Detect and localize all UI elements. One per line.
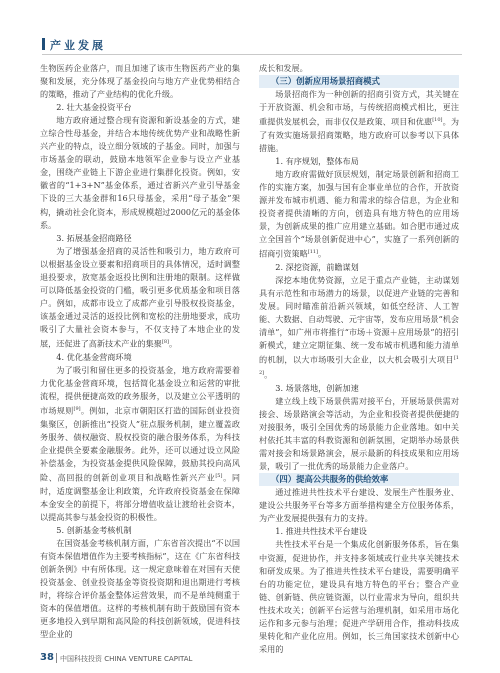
right-paragraph-1 xyxy=(259,88,459,155)
right-paragraph-0: 成长和发展。 xyxy=(259,63,308,73)
text: 深挖本地优势资源，立足于重点产业链，主动谋划具有示范性和市场潜力的场景，以促进产业链的完善和发展。同时瞄准前沿新兴领域，如低空经济、人工智能、大数据、自动驾驶、元宇宙等，发布应用场景“机会清单”，如广州市将推行“市场＋资源＋应用场景”的招引新模式，建立定期征集、统一发布城市机遇和能力清单的机制，以大市场吸引大企业，以大机会吸引大项目 xyxy=(259,275,459,366)
left-paragraph-5: 在国资基金考核机制方面，广东省首次提出“不以国有资本保值增值作为主要考核指标”，这在《广东省科技创新条例》中有所体现。这一规定意味着在对国有天使投资基金、创业投资基金等资投资期和退出期进行考核时，将综合评价基金整体运营效果，而不是单纯侧重于资本的保值增值。这样的考核机制有助于鼓励国有资本更多地投入到早期和高风险的科技创新领域，促进科技型企业的 xyxy=(40,537,240,640)
right-paragraph-6: 共性技术平台是一个集成化创新服务体系，旨在集中资源，促进协作，并支持多领域或行业共享关键技术和研发成果。为了推进共性技术平台建设，需要明确平台的功能定位，建设具有地方特色的平台；整合产业链、创新链、供应链资源，以行业需求为导向，组织共性技术攻关；创新平台运营与治理机制，如采用市场化运作和多元参与治理；促进产学研用合作，推动科技成果转化和产业化应用。例如，长三角国家技术创新中心采用的 xyxy=(259,539,459,654)
page-header xyxy=(0,0,500,50)
right-paragraph-2 xyxy=(259,168,459,261)
text: 。 xyxy=(318,249,327,260)
page-number: 38 xyxy=(40,652,54,663)
left-column xyxy=(40,62,240,642)
heading-common-tech-platform: 1. 推进共性技术平台建设 xyxy=(275,526,367,537)
text: 。同时，适度调整基金让利政策，允许政府投资基金在保障本金安全的前提下，将部分增值收益让渡给社会资本，以提高其参与基金投资的积极性。 xyxy=(40,472,240,522)
reference-mark: [10] xyxy=(432,117,443,124)
right-paragraph-5: 通过推进共性技术平台建设、发展生产性服务业、建设公共服务平台等多方面举措构建全方位服务体系，为产业发展提供强有力的支持。 xyxy=(259,487,459,524)
text: 为了吸引和留住更多的投资基金，地方政府需要着力优化基金营商环境，包括简化基金设立和运营的审批流程，提供便捷高效的政务服务，以及建立公平透明的市场规则 xyxy=(40,364,240,416)
heading-innovate-assessment: 5. 创新基金考核机制 xyxy=(56,524,132,535)
header-accent-bar xyxy=(42,38,45,50)
reference-mark: [11] xyxy=(307,249,319,256)
right-column xyxy=(259,62,459,654)
left-paragraph-2: 地方政府通过整合现有资源和新设基金的方式，建立综合性母基金，并结合本地传统优势产业和战略性新兴产业的特点，设立细分领域的子基金。同时，加强与市场基金的联动，鼓励本地领军企业参与设立产业基金，围绕产业链上下游企业进行集群化投资。例如，安徽省的“1+3+N”基金体系，通过省新兴产业引导基金下设的三大基金群和16只母基金，采用“母子基金”架构，撬动社会化资本，形成规模超过2000亿元的基金体系。 xyxy=(40,115,240,230)
text: 场景招商作为一种创新的招商引资方式，其关键在于开放资源、机会和市场，与传统招商模式相比，更注重提供发展机会，而非仅仅是政策、项目和优惠 xyxy=(259,89,459,127)
right-paragraph-4: 建立线上线下场景供需对接平台，开展场景供需对接会、场景路演会等活动，为企业和投资者提供便捷的对接服务，吸引全国优秀的场景能力企业落地。如中关村依托其丰富的科教资源和创新氛围，定期举办场景供需对接会和场景路演会，展示最新的科技成果和应用场景，吸引了一批优秀的场景能力企业落户。 xyxy=(259,396,459,472)
right-paragraph-3 xyxy=(259,274,459,382)
left-paragraph-1: 生物医药企业落户，而且加速了该市生物医药产业的集聚和发展，充分体现了基金投向与地方产业优势相结合的策略，推动了产业结构的优化升级。 xyxy=(40,63,240,100)
text: 为了增强基金招商的灵活性和吸引力，地方政府可以根据基金设立要素和招商项目的具体情况，适时调整退投要求，放宽基金返投比例和注册地的限制。这样做可以降低基金投资的门槛，吸引更多优质基金和项目落户。例如，成都市设立了成都产业引导股权投资基金，该基金通过灵活的返投比例和宽松的注册地要求，成功吸引了大量社会资本参与，不仅支持了本地企业的发展，还促进了高新技术产业的集聚 xyxy=(40,245,240,349)
section-heading-scenario-investment: （三）创新应用场景招商模式 xyxy=(259,75,459,88)
text: 。 xyxy=(264,369,273,380)
left-paragraph-3: 为了增强基金招商的灵活性和吸引力，地方政府可以根据基金设立要素和招商项目的具体情况，适时调整退投要求，放宽基金返投比例和注册地的限制。这样做可以降低基金投资的门槛，吸引更多优质基金和项目落户。例如，成都市设立了成都产业引导股权投资基金，该基金通过灵活的返投比例和宽松的注册地要求，成功吸引了大量社会资本参与，不仅支持了本地企业的发展，还促进了高新技术产业的集聚[8]。 xyxy=(40,245,240,349)
reference-mark: [8] xyxy=(161,338,169,345)
publication-name: 中国科技投资 CHINA VENTURE CAPITAL xyxy=(60,655,193,663)
reference-mark: [5] xyxy=(215,472,223,479)
text: 。例如，北京市朝阳区打造的国际创业投资集聚区，创新推出“投资人”驻点服务机制，建立覆盖政务服务、债权融资、股权投资的融合服务体系，为科技企业提供全要素金融服务。此外，还可以通过设立风险补偿基金，为投资基金提供风险保障，鼓励其投向高风险、高回报的创新创业项目和战略性新兴产业 xyxy=(40,405,240,483)
heading-strengthen-fund-platform: 2. 壮大基金投资平台 xyxy=(56,102,132,113)
heading-orderly-planning: 1. 有序规划，整体布局 xyxy=(275,156,359,166)
section-title: 产业发展 xyxy=(50,39,106,52)
text: 地方政府需做好顶层规划，制定场景创新和招商工作的实施方案，加强与国有企事业单位的合作，开放资源并发布城市机遇、能力和需求的综合信息，为企业和投资者提供清晰的方向，创造具有地方特色的应用场景，为创新成果的推广应用建立基础。如合肥市通过成立全国首个“场景创新促进中心”，实施了一系列创新的招商引资策略 xyxy=(259,169,459,260)
heading-explore-resources: 2. 深挖资源，前瞻谋划 xyxy=(275,262,359,273)
heading-optimize-business-environment: 4. 优化基金营商环境 xyxy=(56,351,132,362)
heading-expand-fund-channels: 3. 拓展基金招商路径 xyxy=(56,232,132,243)
reference-mark: [12] xyxy=(259,355,459,377)
reference-mark: [9] xyxy=(73,405,81,412)
left-paragraph-4 xyxy=(40,364,240,524)
text: 。为了有效实施场景招商策略，地方政府可以参考以下具体措施。 xyxy=(259,116,459,153)
section-heading-public-services: （四）提高公共服务的供给效率 xyxy=(259,473,459,486)
heading-scenario-landing: 3. 场景落地，创新加速 xyxy=(275,382,359,393)
header-divider xyxy=(42,54,462,55)
footer-divider xyxy=(56,653,57,663)
